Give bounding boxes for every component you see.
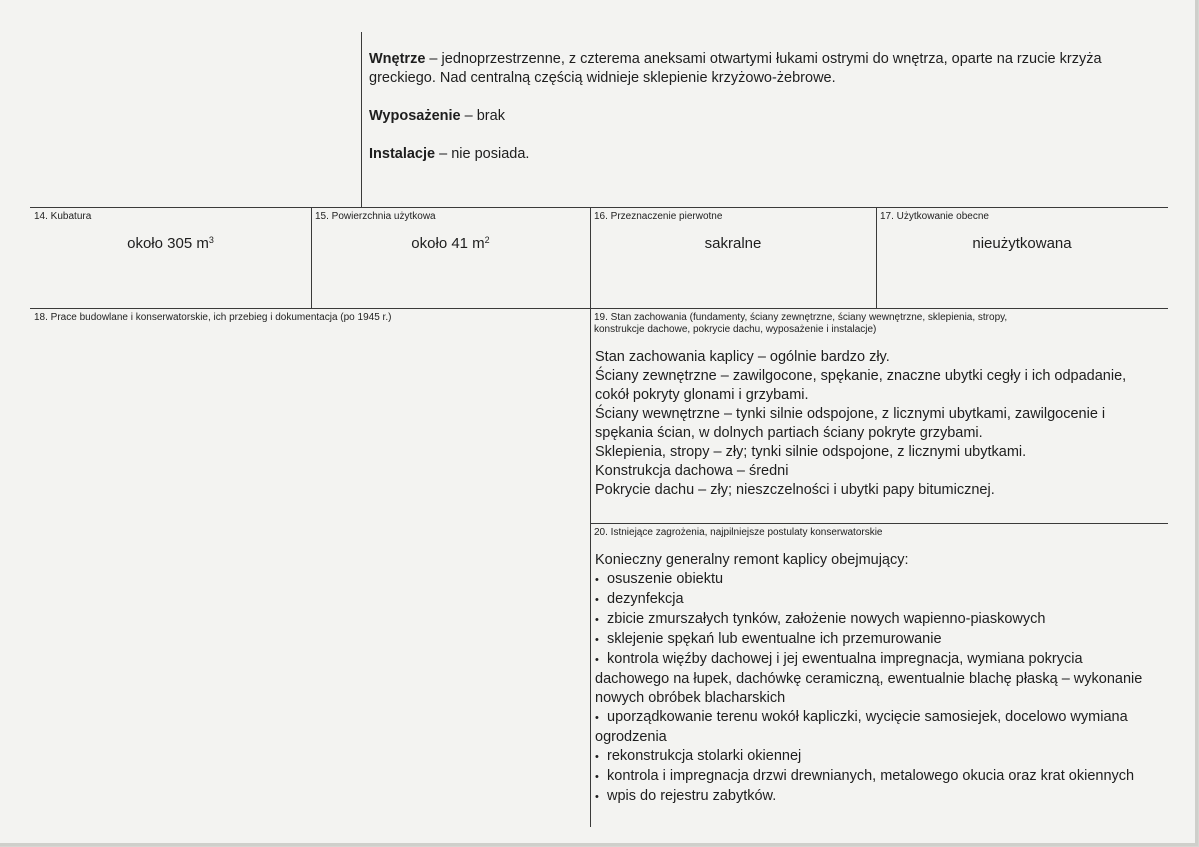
bullet: • <box>595 791 599 803</box>
row-divider-2 <box>30 308 1168 309</box>
field-15-value: około 41 $m^2$ <box>411 235 490 252</box>
field-16-label: 16. Przeznaczenie pierwotne <box>594 211 723 222</box>
field-19-label-line2: konstrukcje dachowe, pokrycie dachu, wyposażenie i instalacje) <box>594 324 877 335</box>
field-14-label: 14. Kubatura <box>34 211 92 222</box>
furnishing-paragraph <box>369 107 1164 126</box>
field-19-label-line1: 19. Stan zachowania (fundamenty, ściany zewnętrzne, ściany wewnętrzne, sklepienia, stropy, <box>594 312 1008 323</box>
list-item: • kontrola i impregnacja drzwi drewnianych, metalowego okucia oraz krat okiennych <box>595 767 1160 787</box>
bullet: • <box>595 771 599 783</box>
condition-line: Ściany zewnętrzne – zawilgocone, spękanie, znaczne ubytki cegły i ich odpadanie, cokół pokryty glonami i grzybami. <box>595 368 1127 403</box>
field-17-value: nieużytkowana <box>972 235 1072 252</box>
divider-14-15 <box>311 207 312 308</box>
condition-line: Pokrycie dachu – zły; nieszczelności i ubytki papy bitumicznej. <box>595 482 995 498</box>
bullet: • <box>595 594 599 606</box>
bullet: • <box>595 634 599 646</box>
installations-label: Instalacje <box>369 146 436 162</box>
furnishing-label: Wyposażenie <box>369 108 461 124</box>
field-15-label: 15. Powierzchnia użytkowa <box>315 211 436 222</box>
list-item: • kontrola więźby dachowej i jej ewentualna impregnacja, wymiana pokrycia dachowego na łupek, dachówkę ceramiczną, ewentualnie blachę płaską – wykonanie nowych obróbek blacharskich <box>595 651 1143 706</box>
field-16-value: sakralne <box>704 235 762 252</box>
list-item: • uporządkowanie terenu wokół kapliczki, wycięcie samosiejek, docelowo wymiana ogrodzenia <box>595 709 1128 745</box>
postulates-list <box>595 570 1160 807</box>
postulates-intro: Konieczny generalny remont kaplicy obejmujący: <box>595 552 909 568</box>
condition-text-block <box>595 348 1160 500</box>
interior-text: – jednoprzestrzenne, z czterema aneksami otwartymi łukami ostrymi do wnętrza, oparte na rzucie krzyża greckiego. Nad centralną częścią widnieje sklepienie krzyżowo-żebrowe. <box>369 51 1102 86</box>
bullet: • <box>595 574 599 586</box>
divider-15-16 <box>590 207 591 827</box>
interior-description-block <box>369 50 1164 164</box>
row-divider-19-20 <box>590 523 1168 524</box>
list-item: • sklejenie spękań lub ewentualne ich przemurowanie <box>595 630 1160 650</box>
divider-16-17 <box>876 207 877 308</box>
postulates-text-block <box>595 551 1160 807</box>
field-14-value: około 305 $m^3$ <box>127 235 214 252</box>
list-item: • osuszenie obiektu <box>595 570 1160 590</box>
top-divider-vertical <box>361 32 362 207</box>
condition-line: Konstrukcja dachowa – średni <box>595 463 789 479</box>
bullet: • <box>595 654 599 666</box>
condition-line: Stan zachowania kaplicy – ogólnie bardzo zły. <box>595 349 890 365</box>
installations-paragraph <box>369 145 1164 164</box>
row-divider-1 <box>30 207 1168 208</box>
interior-paragraph <box>369 50 1164 88</box>
field-20-label: 20. Istniejące zagrożenia, najpilniejsze postulaty konserwatorskie <box>594 527 883 538</box>
list-item: • zbicie zmurszałych tynków, założenie nowych wapienno-piaskowych <box>595 610 1160 630</box>
condition-line: Ściany wewnętrzne – tynki silnie odspojone, z licznymi ubytkami, zawilgocenie i spękania ścian, w dolnych partiach ściany pokryte grzybami. <box>595 406 1106 441</box>
field-18-label: 18. Prace budowlane i konserwatorskie, ich przebieg i dokumentacja (po 1945 r.) <box>34 312 392 323</box>
list-item: • dezynfekcja <box>595 590 1160 610</box>
condition-line: Sklepienia, stropy – zły; tynki silnie odspojone, z licznymi ubytkami. <box>595 444 1027 460</box>
list-item: • wpis do rejestru zabytków. <box>595 787 1160 807</box>
bullet: • <box>595 712 599 724</box>
list-item: • rekonstrukcja stolarki okiennej <box>595 747 1160 767</box>
interior-label: Wnętrze <box>369 51 426 67</box>
bullet: • <box>595 751 599 763</box>
bullet: • <box>595 614 599 626</box>
furnishing-text: – brak <box>460 108 505 124</box>
field-17-label: 17. Użytkowanie obecne <box>880 211 989 222</box>
installations-text: – nie posiada. <box>435 146 530 162</box>
